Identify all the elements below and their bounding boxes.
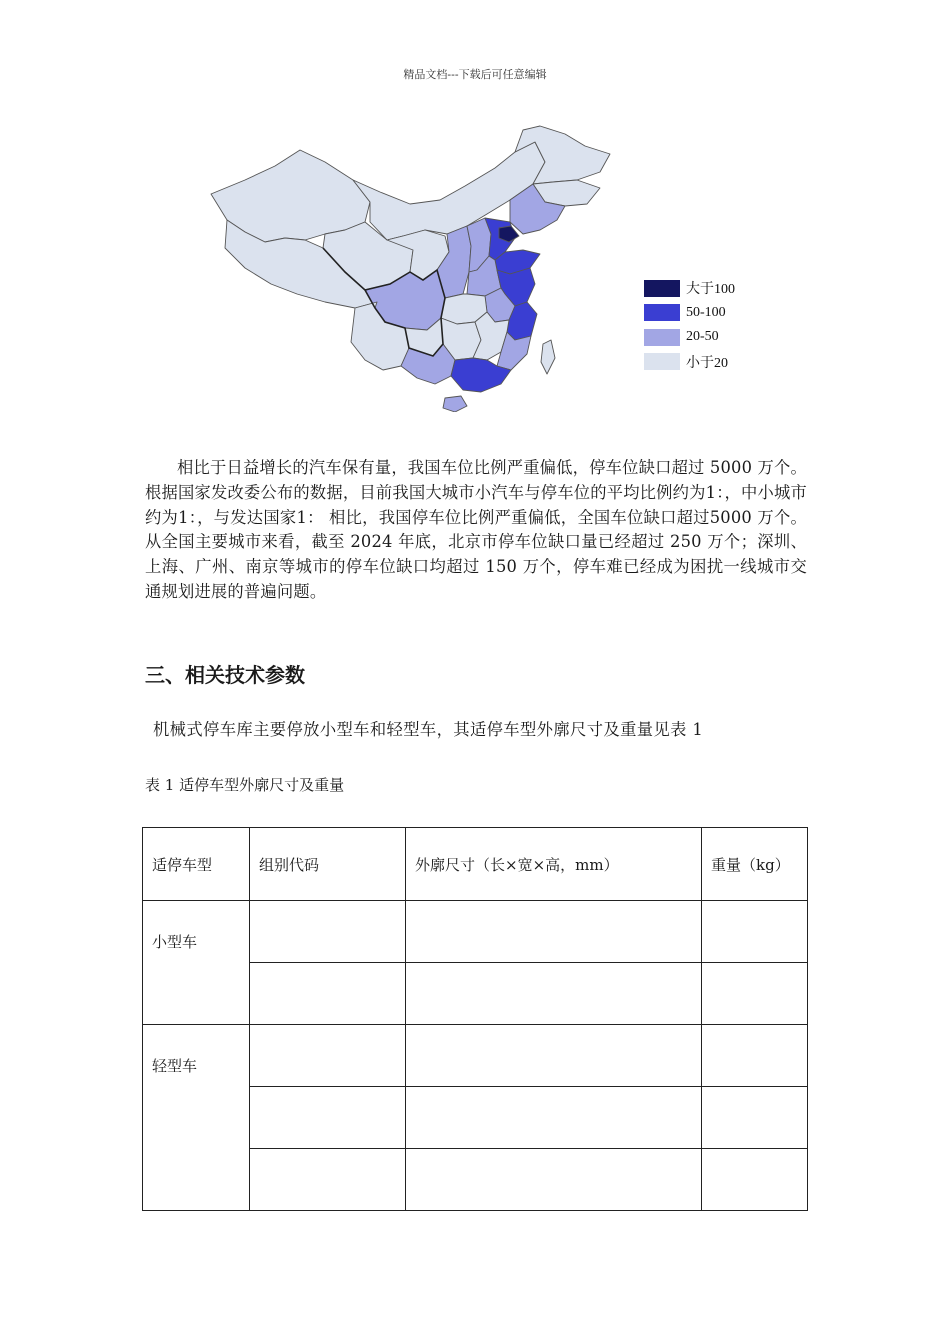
legend-label: 大于100 (686, 282, 735, 298)
table-header-cell: 适停车型 (143, 828, 250, 901)
table-cell (250, 901, 406, 963)
region-taiwan (541, 340, 555, 374)
vehicle-type-cell: 轻型车 (143, 1025, 250, 1211)
table-header-cell: 组别代码 (250, 828, 406, 901)
table-row (143, 1025, 808, 1087)
legend-swatch (644, 280, 680, 297)
table-cell (250, 1149, 406, 1211)
legend-swatch (644, 353, 680, 370)
intro-text: 机械式停车库主要停放小型车和轻型车，其适停车型外廓尺寸及重量见表 1 (153, 720, 704, 739)
legend-label: 小于20 (686, 355, 728, 371)
table-cell (702, 1087, 808, 1149)
table-header-cell: 外廓尺寸（长×宽×高，mm） (406, 828, 702, 901)
table-cell (702, 901, 808, 963)
table-header-cell: 重量（kg） (702, 828, 808, 901)
legend-item (644, 325, 735, 350)
page-header: 精品文档---下载后可任意编辑 (403, 68, 547, 81)
legend-swatch (644, 329, 680, 346)
legend-item (644, 301, 735, 326)
table-cell (406, 963, 702, 1025)
region-hainan (443, 396, 467, 412)
table-cell (406, 1087, 702, 1149)
table-cell (250, 963, 406, 1025)
map-figure (205, 122, 625, 412)
table-cell (702, 1149, 808, 1211)
legend-label: 20-50 (686, 329, 719, 345)
table-cell (406, 1025, 702, 1087)
legend-swatch (644, 304, 680, 321)
body-paragraph: 相比于日益增长的汽车保有量，我国车位比例严重偏低，停车位缺口超过 5000 万个。根据国家发改委公布的数据，目前我国大城市小汽车与停车位的平均比例约为1：，中小城市约为1：，与发达国家1： 相比，我国停车位比例严重偏低，全国车位缺口超过5000 万个。从全国主要城市来看，截至 2024 年底，北京市停车位缺口量已经超过 250 万个；深圳、上海、广州、南京等城市的停车位缺口均超过 150 万个，停车难已经成为困扰一线城市交通规划进展的普遍问题。 (145, 458, 807, 601)
region-beijing (499, 226, 519, 242)
table-cell (702, 1025, 808, 1087)
vehicle-type-cell: 小型车 (143, 901, 250, 1025)
legend-label: 50-100 (686, 304, 726, 320)
table-cell (250, 1087, 406, 1149)
table-row (143, 901, 808, 963)
table-cell (406, 901, 702, 963)
table-cell (702, 963, 808, 1025)
section-heading: 三、相关技术参数 (145, 663, 305, 687)
table-cell (406, 1149, 702, 1211)
table-caption: 表 1 适停车型外廓尺寸及重量 (145, 776, 345, 794)
table-header-row (143, 828, 808, 901)
map-legend (644, 276, 735, 374)
legend-item (644, 350, 735, 375)
spec-table (142, 827, 808, 1211)
legend-item (644, 276, 735, 301)
table-cell (250, 1025, 406, 1087)
china-parking-map (205, 122, 625, 412)
